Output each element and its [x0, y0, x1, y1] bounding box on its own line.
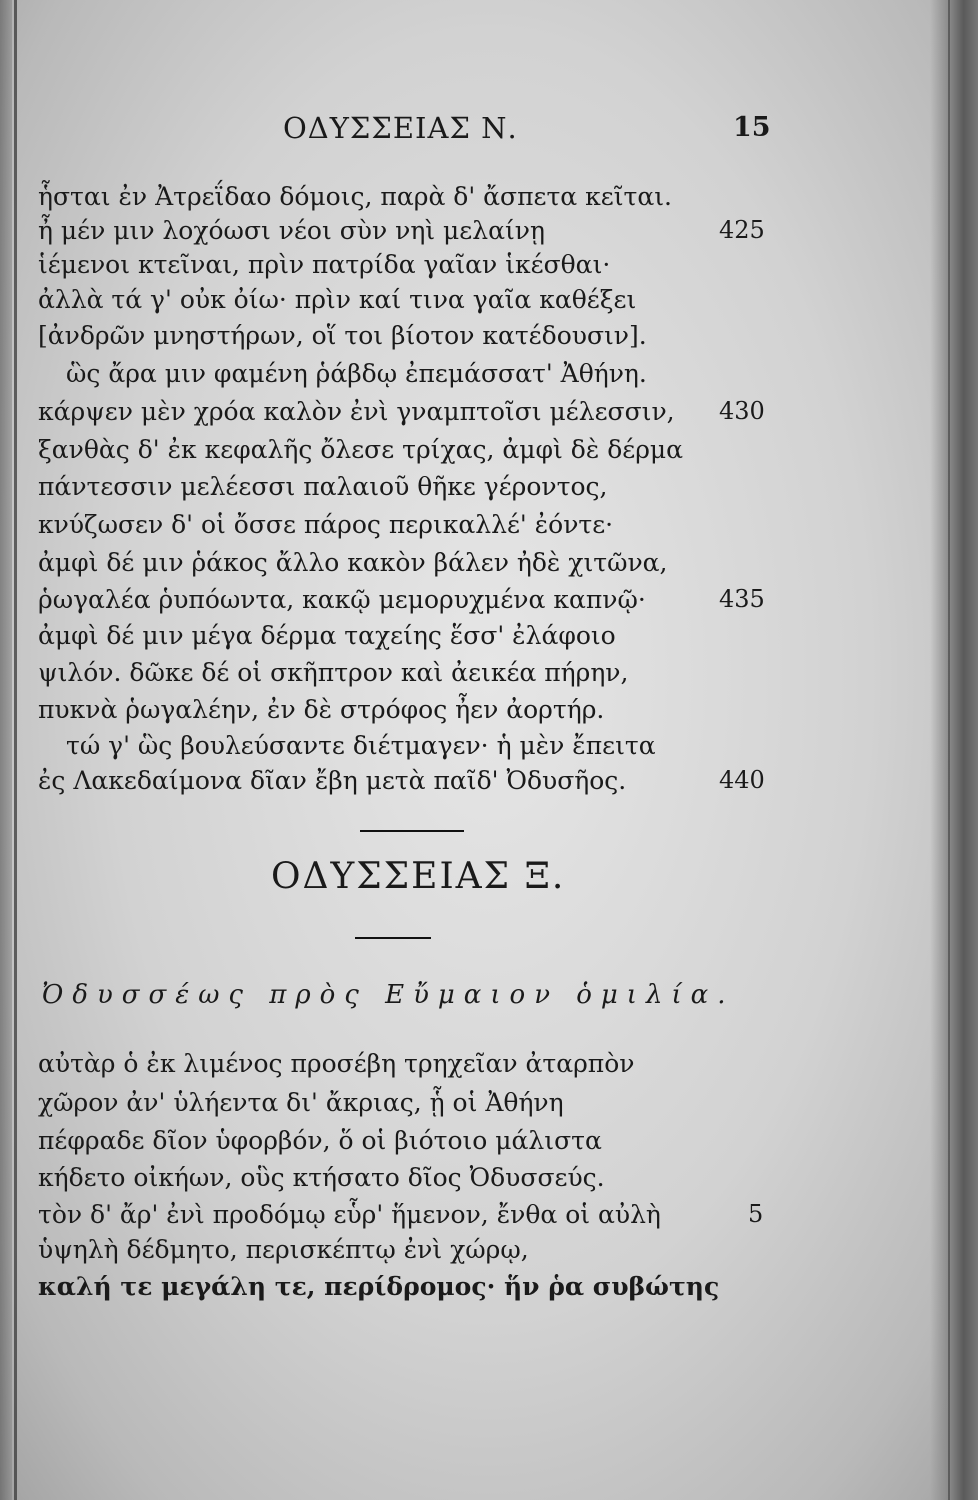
verse-line: κνύζωσεν δ' οἱ ὄσσε πάρος περικαλλέ' ἐόντε·: [38, 510, 614, 539]
verse-line: χῶρον ἀν' ὑλήεντα δι' ἄκριας, ᾗ οἱ Ἀθήνη: [38, 1088, 564, 1117]
verse-line: κάρψεν μὲν χρόα καλὸν ἐνὶ γναμπτοῖσι μέλεσσιν,: [38, 397, 675, 426]
verse-line: πέφραδε δῖον ὑφορβόν, ὅ οἱ βιότοιο μάλιστα: [38, 1126, 602, 1155]
running-header-title: ΟΔΥΣΣΕΙΑΣ Ν.: [283, 111, 518, 145]
verse-line: πυκνὰ ῥωγαλέην, ἐν δὲ στρόφος ἦεν ἀορτήρ.: [38, 695, 605, 724]
line-number: 435: [719, 585, 765, 613]
verse-line: ψιλόν. δῶκε δέ οἱ σκῆπτρον καὶ ἀεικέα πήρην,: [38, 658, 629, 687]
verse-line: ἀλλὰ τά γ' οὐκ ὀίω· πρὶν καί τινα γαῖα καθέξει: [38, 285, 637, 314]
verse-line: ἧσται ἐν Ἀτρεΐδαο δόμοις, παρὰ δ' ἄσπετα κεῖται.: [38, 182, 672, 211]
page-right-edge-line: [948, 0, 950, 1500]
page-right-edge: [930, 0, 978, 1500]
title-underline: [355, 937, 431, 939]
verse-line: τώ γ' ὣς βουλεύσαντε διέτμαγεν· ἡ μὲν ἔπειτα: [66, 731, 656, 760]
verse-line: ξανθὰς δ' ἐκ κεφαλῆς ὄλεσε τρίχας, ἀμφὶ δὲ δέρμα: [38, 435, 684, 464]
section-title: ΟΔΥΣΣΕΙΑΣ Ξ.: [271, 856, 566, 897]
page-left-edge: [14, 0, 17, 1500]
line-number: 425: [719, 216, 765, 244]
section-divider: [360, 830, 464, 832]
verse-line: ἦ μέν μιν λοχόωσι νέοι σὺν νηὶ μελαίνῃ: [38, 216, 545, 245]
verse-line: ἐς Λακεδαίμονα δῖαν ἔβη μετὰ παῖδ' Ὀδυσῆος.: [38, 766, 627, 795]
verse-line: καλή τε μεγάλη τε, περίδρομος· ἥν ῥα συβώτης: [38, 1272, 720, 1301]
verse-line: ἀμφὶ δέ μιν μέγα δέρμα ταχείης ἕσσ' ἐλάφοιο: [38, 621, 616, 650]
verse-line: τὸν δ' ἄρ' ἐνὶ προδόμῳ εὗρ' ἥμενον, ἔνθα οἱ αὐλὴ: [38, 1200, 661, 1229]
verse-line: ἀμφὶ δέ μιν ῥάκος ἄλλο κακὸν βάλεν ἠδὲ χιτῶνα,: [38, 548, 668, 577]
page-number: 15: [733, 112, 771, 143]
verse-line: ἱέμενοι κτεῖναι, πρὶν πατρίδα γαῖαν ἱκέσθαι·: [38, 250, 611, 279]
line-number: 5: [748, 1200, 764, 1228]
verse-line: [ἀνδρῶν μνηστήρων, οἵ τοι βίοτον κατέδουσιν].: [38, 321, 647, 350]
section-subtitle: Ὀδυσσέως πρὸς Εὔμαιον ὁμιλία.: [42, 980, 735, 1010]
verse-line: ὑψηλὴ δέδμητο, περισκέπτῳ ἐνὶ χώρῳ,: [38, 1235, 529, 1264]
line-number: 430: [719, 397, 765, 425]
verse-line: αὐτὰρ ὁ ἐκ λιμένος προσέβη τρηχεῖαν ἀταρπὸν: [38, 1049, 635, 1078]
verse-line: ῥωγαλέα ῥυπόωντα, κακῷ μεμορυχμένα καπνῷ·: [38, 585, 646, 614]
line-number: 440: [719, 766, 765, 794]
page-binding-shadow: [0, 0, 12, 1500]
verse-line: πάντεσσιν μελέεσσι παλαιοῦ θῆκε γέροντος,: [38, 472, 608, 501]
verse-line: ὣς ἄρα μιν φαμένη ῥάβδῳ ἐπεμάσσατ' Ἀθήνη.: [66, 359, 647, 388]
verse-line: κήδετο οἰκήων, οὓς κτήσατο δῖος Ὀδυσσεύς.: [38, 1163, 605, 1192]
